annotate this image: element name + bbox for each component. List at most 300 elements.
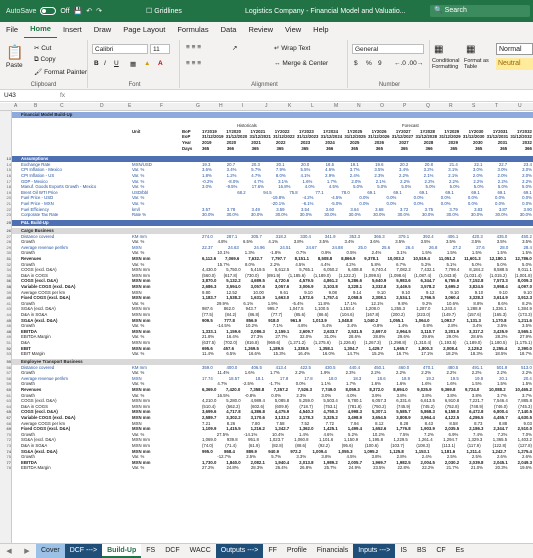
cell[interactable]: 15.2% [371,351,384,357]
cell[interactable]: 69.1 [393,189,402,195]
cell[interactable]: 24.9% [348,465,361,471]
ribbon-tab-page-layout[interactable]: Page Layout [123,25,166,34]
cell[interactable]: 21.0% [470,465,483,471]
cell[interactable]: 5,640.9 [371,278,387,284]
cell[interactable]: 1Y2031 [492,128,508,134]
cell[interactable]: 2028 [423,140,434,145]
column-header[interactable]: J [265,103,268,109]
cell[interactable]: 31/12/2025 [344,134,366,140]
cell[interactable]: 7,069.6 [224,255,240,261]
cell[interactable]: 18.9 [401,375,411,381]
cell[interactable]: 6,112.6 [202,255,217,261]
cell[interactable]: -14.5% [216,323,231,329]
cell[interactable]: 5,612.5 [274,267,290,273]
cell[interactable]: 7.2% [497,431,508,437]
cell[interactable]: 406.5 [251,364,262,370]
cell[interactable]: 2,534.1 [396,295,411,301]
cell[interactable]: 18.7% [519,351,532,357]
cell[interactable]: 274.0 [202,233,213,239]
cell[interactable]: 3.0% [522,167,532,173]
cell[interactable]: 9.80 [202,289,211,295]
cell[interactable]: 29.9% [216,300,229,306]
cell[interactable]: 4.4% [320,261,331,267]
cell[interactable]: 7,546.4 [493,398,508,404]
cell[interactable]: 3.0% [321,392,332,398]
cell[interactable]: 2,964.5 [396,328,411,334]
cell[interactable]: 3,178.3 [299,414,314,420]
cell[interactable]: 3,958.4 [493,283,508,289]
style-normal[interactable]: Normal [496,43,533,55]
cell[interactable]: 7,221.7 [469,398,484,404]
cell[interactable]: 2.2% [396,370,406,376]
font-color-icon[interactable]: A [158,60,163,67]
cell[interactable]: 5.1% [446,261,457,267]
cell[interactable]: 27.2 [452,244,461,250]
cell[interactable]: 5.8% [370,261,381,267]
cell[interactable]: (108.3) [416,442,430,448]
cell[interactable]: 1,982.5 [396,459,411,465]
cell[interactable]: (86.8) [248,311,260,317]
cell[interactable]: 0.0% [440,201,451,207]
cell[interactable]: (86.6) [317,311,329,317]
cell[interactable]: 1,055.1 [389,317,404,323]
cell[interactable]: 1,415.5 [226,426,241,432]
cell[interactable]: 7,797.7 [271,255,286,261]
cell[interactable]: 2.2% [522,178,532,184]
cell[interactable]: 4.7% [251,173,262,179]
cell[interactable]: 19.8 [474,375,484,381]
cell[interactable]: 365 [350,145,359,151]
cell[interactable]: 8.26 [226,420,236,426]
cell[interactable]: 3.8% [421,392,432,398]
cell[interactable]: 17.8 [304,375,313,381]
gridlines-checkbox[interactable]: ☐ Gridlines [146,8,182,15]
cell[interactable]: 29.6% [421,334,435,340]
cell[interactable]: 21.4 [449,161,458,167]
cell[interactable]: 4.8% [297,323,308,329]
cell[interactable]: 1,242.7 [491,448,507,454]
sheet-tab-cf[interactable]: CF [436,547,446,554]
cell[interactable]: 1.5% [446,250,457,256]
cell[interactable]: 0.0% [359,195,370,201]
cell[interactable]: 75.8 [289,189,298,195]
cell[interactable]: 0.0% [467,201,478,207]
cell[interactable]: 4,455.7 [493,414,508,420]
cell[interactable]: 7,749.0 [321,386,336,392]
cell[interactable]: 1,064.0 [415,317,430,323]
cell[interactable]: 16.4% [297,351,311,357]
cell[interactable]: 3.8% [321,454,332,460]
cell[interactable]: 3.75 [424,206,433,212]
cell[interactable]: (1,175.1) [514,339,532,345]
cell[interactable]: 31/12/2029 [439,134,461,140]
ribbon-tab-help[interactable]: Help [313,25,329,34]
cell[interactable]: 19.2 [426,375,435,381]
cell[interactable]: 1.6% [396,381,407,387]
cell[interactable]: 4,750.3 [323,409,338,415]
cell[interactable]: 2.3% [374,173,385,179]
cell[interactable]: 24.67 [306,244,317,250]
cell[interactable]: 18.3% [470,351,483,357]
cell[interactable]: 20.0 [300,161,310,167]
cell[interactable]: 17.8 [279,375,289,381]
cell[interactable]: -5.0% [330,201,343,207]
cell[interactable]: 6,050.2 [323,267,338,273]
cell[interactable]: 23.4 [523,161,532,167]
cell[interactable]: 3,614.9 [493,295,508,301]
cell[interactable]: 1,384.9 [517,306,532,312]
cell[interactable]: 0.5% [346,250,357,256]
cell[interactable]: 4,210.0 [202,398,217,404]
cell[interactable]: (702.0) [223,339,238,345]
cell[interactable]: 7.94 [350,420,359,426]
cell[interactable]: 1,131.3 [466,317,481,323]
cell[interactable]: 430.5 [324,364,336,370]
cell[interactable]: 2029 [448,140,458,145]
cell[interactable]: 31.0% [324,334,337,340]
cell[interactable]: (200.2) [391,311,405,317]
cell[interactable]: (730.0) [245,272,259,278]
cell[interactable]: 1.6% [421,381,432,387]
cell[interactable]: 3,006.9 [299,283,314,289]
cell[interactable]: 69.1 [471,189,480,195]
cell[interactable]: 3,964.4 [420,414,435,420]
cell[interactable]: 19.6 [375,161,384,167]
cell[interactable]: 1,216.2 [250,426,265,432]
cell[interactable]: 318.2 [275,233,287,239]
cell[interactable]: 31/12/2022 [273,134,295,140]
cell[interactable]: (562.2) [226,403,240,409]
cell[interactable]: 15.7% [217,261,230,267]
cell[interactable]: 2,766.5 [420,295,435,301]
comma-button[interactable]: 9 [378,60,382,67]
cell[interactable]: 365 [475,145,483,151]
cell[interactable]: 22.8% [397,465,410,471]
cell[interactable]: 0.0% [522,201,532,207]
column-header[interactable]: S [472,103,476,109]
cell[interactable]: 3,110.7 [420,328,435,334]
cell[interactable]: 7,632.7 [248,255,263,261]
cell[interactable]: (92.2) [318,442,330,448]
cell[interactable]: 3,824.5 [469,283,484,289]
cell[interactable]: 2.5% [446,454,457,460]
cell[interactable]: 1.1% [320,381,331,387]
cell[interactable]: 6,331.6 [396,398,411,404]
cell[interactable]: 1,275.4 [517,448,532,454]
cell[interactable]: 69.1 [445,189,454,195]
cell[interactable]: 19.1 [350,161,359,167]
cell[interactable]: 26.8% [299,465,312,471]
cell[interactable]: (637.5) [202,339,216,345]
cell[interactable]: 3.5% [445,239,456,245]
cell[interactable]: 10.2% [245,323,258,329]
column-header[interactable]: D [100,103,104,109]
cell[interactable]: 0.0% [495,195,505,201]
cell[interactable]: 972.2 [290,448,302,454]
cell[interactable]: 4.0% [346,392,357,398]
cell[interactable]: 330.4 [300,233,311,239]
column-header[interactable]: E [128,103,132,109]
cell[interactable]: (781.8) [347,403,362,409]
cell[interactable]: 1,652.6 [371,426,387,432]
cell[interactable]: 1Y2027 [395,128,411,134]
cell[interactable]: 1,060.8 [294,437,309,443]
align-top-icons[interactable]: ≡ ≡ ≡ [186,44,201,51]
cell[interactable]: 1,304.7 [343,345,359,351]
cell[interactable]: 5.0% [471,261,482,267]
cell[interactable]: 4,579.5 [299,278,314,284]
cell[interactable]: 5.0% [425,184,436,190]
number-format-select[interactable]: General [352,44,424,54]
cell[interactable]: 2,308.1 [371,295,387,301]
cell[interactable]: 995.0 [202,448,213,454]
cell[interactable]: 1.7% [269,370,280,376]
cell[interactable]: 17.6% [251,184,264,190]
cell[interactable]: (74.0) [202,442,214,448]
cell[interactable]: 2,510.0 [517,426,532,432]
ribbon-tab-draw[interactable]: Draw [93,25,112,34]
cell[interactable]: 3,057.6 [250,283,265,289]
cell[interactable]: 22.2% [421,465,435,471]
cell[interactable]: 2.0% [497,173,508,179]
cell[interactable]: 3,328.3 [469,295,484,301]
cell[interactable]: 9,369.8 [441,386,456,392]
cell[interactable]: 10.6% [446,300,459,306]
cell[interactable]: (117.9) [467,442,481,448]
cell[interactable]: 1,095.2 [363,448,379,454]
cell[interactable]: 1,047.5 [289,306,304,312]
column-header[interactable]: A [14,103,18,109]
cell[interactable]: (753.1) [323,403,338,409]
cell[interactable]: 1.5% [522,250,532,256]
cell[interactable]: -4.5% [330,195,343,201]
cell[interactable]: 0.0% [295,381,306,387]
cell[interactable]: 2.2% [295,370,305,376]
cell[interactable]: 28.2% [495,334,508,340]
cell[interactable]: 1,730.0 [202,459,217,465]
ribbon-tab-insert[interactable]: Insert [62,25,82,34]
cell[interactable]: (745.9) [396,403,411,409]
cell[interactable]: -0.8% [371,323,384,329]
cell[interactable]: 2027 [399,140,409,145]
cell[interactable]: 3,695.2 [444,283,460,289]
cell[interactable]: 3,170.6 [250,414,265,420]
cell[interactable]: 2.6% [496,454,507,460]
cell[interactable]: 5,419.5 [250,267,265,273]
cell[interactable]: 1,572.6 [299,295,314,301]
cell[interactable]: 8,009.3 [517,278,532,284]
cell[interactable]: 1,229.5 [393,437,408,443]
cell[interactable]: 3.0% [497,167,508,173]
cell[interactable]: 1,159.6 [226,328,241,334]
cell[interactable]: 20.3% [495,465,508,471]
cell[interactable]: 951.8 [248,437,259,443]
sheet-tab-inputs[interactable]: Inputs ---> [353,544,395,558]
sheet-tab-build-up[interactable]: Build-Up [102,544,141,558]
cell[interactable]: 8.6% [497,300,508,306]
spreadsheet-grid[interactable] [0,103,533,543]
cell[interactable]: 11.4% [202,351,214,357]
sheet-nav-prev-icon[interactable]: ◀ [6,548,12,555]
cell[interactable]: 940.9 [268,448,280,454]
cell[interactable]: 7.0% [522,431,532,437]
cell[interactable]: 3,228.1 [347,283,363,289]
ribbon-tab-home[interactable]: Home [24,21,57,39]
cell[interactable]: 10,003.2 [387,255,405,261]
cell[interactable]: 30.0% [250,212,264,218]
cell[interactable]: 889.9 [246,448,257,454]
column-header[interactable]: N [357,103,361,109]
cell[interactable]: 26.4 [405,244,414,250]
merge-center-button[interactable]: ↔ Merge & Center [274,60,329,67]
cell[interactable]: 400.0 [226,364,238,370]
cell[interactable]: 5,286.6 [347,278,363,284]
cell[interactable]: -19.8% [271,195,285,201]
cell[interactable]: 856.9 [246,317,257,323]
cell[interactable]: 2.0% [351,178,362,184]
percent-button[interactable]: % [366,60,372,67]
cell[interactable]: 0.0% [440,195,451,201]
cell[interactable]: (1,087.4) [414,272,432,278]
cell[interactable]: 6,800.4 [493,409,508,415]
cell[interactable]: 7.72 [325,420,335,426]
style-neutral[interactable]: Neutral [496,58,533,70]
cell[interactable]: 2.2% [446,370,457,376]
cell[interactable]: 3.4% [226,167,237,173]
cell[interactable]: 353.3 [349,233,361,239]
cell[interactable]: 26.8 [428,244,438,250]
cell[interactable]: 1,269.5 [244,345,259,351]
cell[interactable]: 440.4 [349,364,361,370]
fill-color-icon[interactable]: ▲ [144,60,151,67]
cell[interactable]: 392.4 [422,233,434,239]
cell[interactable]: 9.10 [523,289,532,295]
cell[interactable]: 1,342.7 [274,426,290,432]
cell[interactable]: 3.6% [369,239,380,245]
cell[interactable]: 1,183.7 [202,295,217,301]
cell[interactable]: 2022 [275,140,286,145]
cell[interactable]: (1,298.8) [388,339,407,345]
column-header[interactable]: P [403,103,407,109]
cell[interactable]: (103.7) [390,442,405,448]
cell[interactable]: 2,633.7 [323,328,338,334]
cell[interactable]: (891.9) [266,272,281,278]
cell[interactable]: 4.7% [217,381,228,387]
cell[interactable]: 5.0% [496,261,507,267]
cell[interactable]: 19.5 [450,375,459,381]
cell[interactable]: 3.68 [375,206,384,212]
cell[interactable]: 0.0% [413,195,424,201]
cell[interactable]: 2,531.5 [347,328,363,334]
cell[interactable]: 20.4 [523,375,532,381]
cell[interactable]: 2,344.7 [493,426,508,432]
cell[interactable]: 2.0% [522,173,532,179]
cell[interactable]: 0.0% [359,201,370,207]
cell[interactable]: 69.1 [497,189,506,195]
cell[interactable]: 3.60 [325,206,335,212]
cell[interactable]: 1,009.4 [312,448,327,454]
cell[interactable]: (746.0) [493,403,508,409]
cell[interactable]: 4,430.0 [202,267,217,273]
cell[interactable]: 30.0% [373,212,386,218]
cell[interactable]: 7.4% [473,431,483,437]
cell[interactable]: 8,694.0 [393,386,408,392]
font-size-select[interactable]: 11 [150,44,170,54]
cell[interactable]: 1,989.2 [323,459,338,465]
sheet-tab-ff[interactable]: FF [268,547,277,554]
cell[interactable]: 7,526.3 [297,386,312,392]
align-left-icons[interactable]: ≡ ≡ ≡ [186,60,201,67]
cell[interactable]: 25.7% [324,465,337,471]
cell[interactable]: 1Y2029 [444,128,460,134]
cell[interactable]: 1,499.4 [347,426,363,432]
cell[interactable]: 3.7% [349,167,360,173]
cell[interactable]: (1,310.4) [414,339,432,345]
cell[interactable]: 501.9 [496,364,508,370]
cell[interactable]: 5.0% [522,184,532,190]
cell[interactable]: (1,185.6) [288,272,306,278]
cell[interactable]: (77.5) [202,311,214,317]
cell[interactable]: 3.90 [523,206,532,212]
cell[interactable]: 2030 [473,140,483,145]
cell[interactable]: 4.7% [253,178,264,184]
cell[interactable]: 3.64 [350,206,359,212]
cell[interactable]: (165.3) [492,311,507,317]
cell[interactable]: 379.1 [398,233,410,239]
cell[interactable]: (602.6) [250,403,265,409]
cell[interactable]: 4,386.8 [250,409,265,415]
cell[interactable]: 1Y2028 [420,128,435,134]
cell[interactable]: 365 [301,145,309,151]
cell[interactable]: 2026 [374,140,385,145]
orientation-icon[interactable]: ↗ [232,45,238,52]
cell[interactable]: 16.8% [278,184,291,190]
cell[interactable]: -5.4% [292,300,304,306]
cell[interactable]: 30.0% [421,212,435,218]
cell[interactable]: 4.6% [325,167,335,173]
cell[interactable]: 19.3 [202,161,211,167]
cell[interactable]: 3.8% [446,392,457,398]
cell[interactable]: 30.0% [397,212,410,218]
cell[interactable]: -4.2% [302,195,314,201]
cell[interactable]: 3.1% [448,167,459,173]
cell[interactable]: 3.3% [296,454,307,460]
cell[interactable]: 5.0% [377,184,387,190]
cell[interactable]: 20.1 [499,375,508,381]
sheet-tab-outputs[interactable]: Outputs ---> [216,544,264,558]
cell[interactable]: 3.59 [276,206,285,212]
cell[interactable]: 3,317.2 [469,328,484,334]
cell[interactable]: 450.2 [521,233,532,239]
cell[interactable]: 7.52 [300,420,310,426]
cell[interactable]: 868.4 [224,448,235,454]
cell[interactable]: 1.4% [398,323,408,329]
cell[interactable]: 2.2% [522,370,532,376]
cell[interactable]: 3,565.1 [517,328,532,334]
cell[interactable]: 2,039.8 [469,459,484,465]
column-header[interactable]: Q [426,103,430,109]
cell[interactable]: 2.1% [375,178,386,184]
cell[interactable]: 1,336.1 [492,306,507,312]
cell[interactable]: 1Y2021 [250,128,266,134]
cell[interactable]: 3.5% [420,239,431,245]
cell[interactable]: 31/12/2031 [486,134,509,140]
cell[interactable]: 3,435.9 [493,328,508,334]
cell[interactable]: 3.0% [202,184,212,190]
copy-button[interactable]: ⧉ Copy [34,56,56,63]
cell[interactable]: 4,097.0 [517,283,532,289]
cell[interactable]: 2.2% [471,370,482,376]
